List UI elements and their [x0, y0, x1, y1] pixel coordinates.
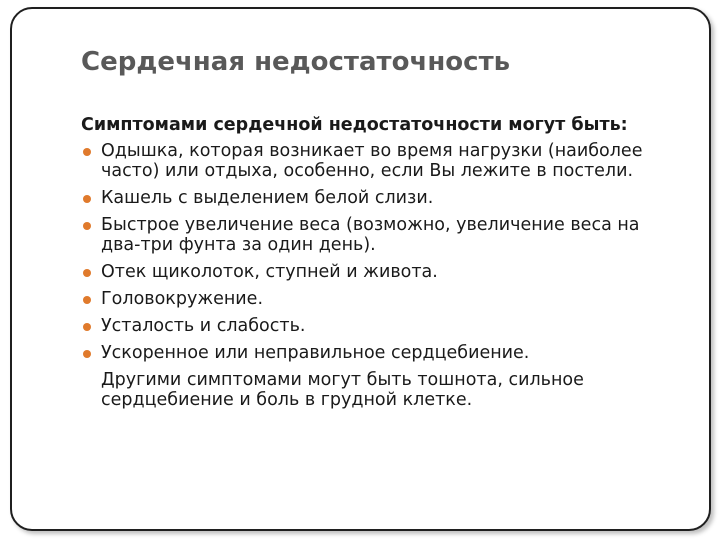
list-item	[81, 141, 681, 181]
slide-content	[81, 115, 681, 410]
bullet-icon	[83, 269, 91, 277]
symptom-text: Быстрое увеличение веса (возможно, увеличение веса на два-три фунта за один день).	[101, 215, 640, 255]
outro-text: Другими симптомами могут быть тошнота, сильное сердцебиение и боль в грудной клетке.	[101, 370, 584, 410]
symptom-text: Головокружение.	[101, 289, 264, 309]
slide-title: Сердечная недостаточность	[81, 47, 511, 77]
bullet-icon	[83, 323, 91, 331]
list-item	[81, 289, 681, 309]
symptom-text: Отек щиколоток, ступней и живота.	[101, 262, 438, 282]
symptom-text: Кашель с выделением белой слизи.	[101, 188, 434, 208]
bullet-icon	[83, 350, 91, 358]
list-item	[81, 262, 681, 282]
symptom-list	[81, 141, 681, 363]
list-item	[81, 343, 681, 363]
list-item	[81, 215, 681, 255]
bullet-icon	[83, 296, 91, 304]
bullet-icon	[83, 148, 91, 156]
symptom-text: Одышка, которая возникает во время нагрузки (наиболее часто) или отдыха, особенно, если Вы лежите в постели.	[101, 141, 643, 181]
symptom-text: Ускоренное или неправильное сердцебиение.	[101, 343, 530, 363]
list-item	[81, 316, 681, 336]
list-item	[81, 188, 681, 208]
bullet-icon	[83, 195, 91, 203]
symptom-text: Усталость и слабость.	[101, 316, 306, 336]
bullet-icon	[83, 222, 91, 230]
intro-text: Симптомами сердечной недостаточности могут быть:	[81, 115, 628, 135]
